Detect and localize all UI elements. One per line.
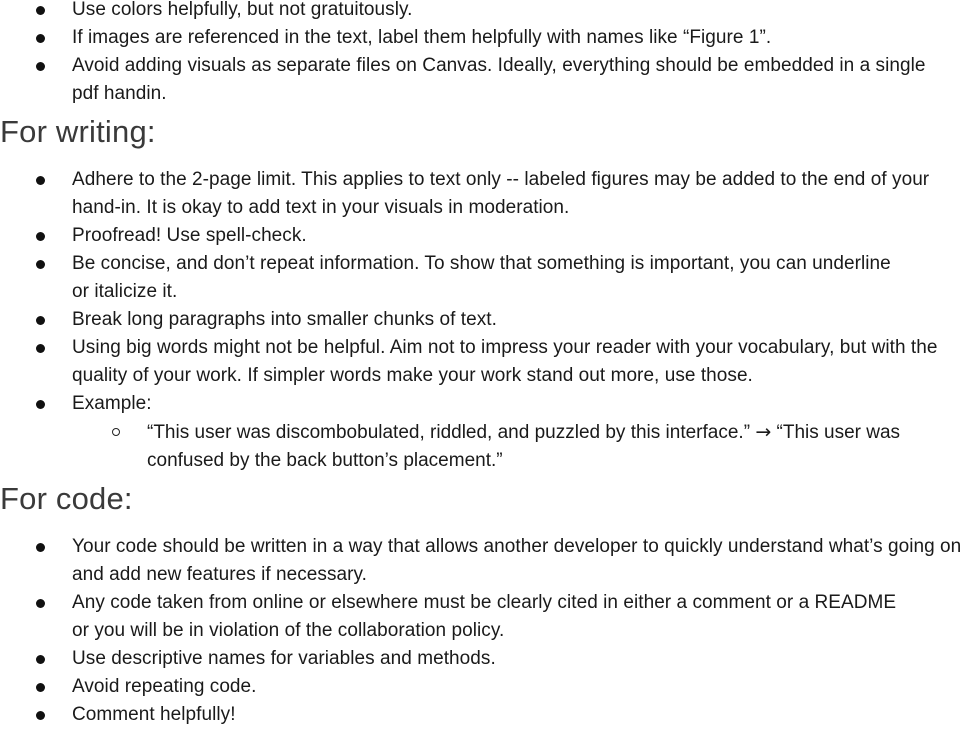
list-item: [0, 533, 968, 589]
right-arrow-icon: →: [755, 421, 772, 443]
bullet-icon: [36, 543, 45, 552]
list-item-text: Break long paragraphs into smaller chunks of text.: [72, 309, 497, 330]
bullet-icon: [36, 232, 45, 241]
section-heading-code: For code:: [0, 481, 133, 516]
code-guidelines-list: [0, 533, 968, 729]
list-item: [0, 166, 968, 222]
bullet-icon: [36, 655, 45, 664]
visuals-guidelines-list: [0, 0, 968, 108]
list-item: [0, 250, 968, 306]
bullet-icon: [36, 176, 45, 185]
bullet-icon: [36, 400, 45, 409]
list-item-text: Example:: [72, 393, 152, 414]
list-item: [0, 24, 968, 52]
list-item-text: Adhere to the 2-page limit. This applies to text only -- labeled figures may be added to the end of your hand-in. It is okay to add text in your visuals in moderation.: [72, 169, 930, 218]
list-item-text: Proofread! Use spell-check.: [72, 225, 307, 246]
bullet-icon: [36, 62, 45, 71]
section-heading-writing: For writing:: [0, 114, 156, 149]
bullet-icon: [36, 6, 45, 15]
list-item-text: Comment helpfully!: [72, 704, 236, 725]
list-item-text: Using big words might not be helpful. Aim not to impress your reader with your vocabulary, but with the quality of your work. If simpler words make your work stand out more, use those.: [72, 337, 938, 386]
list-item: [0, 306, 968, 334]
list-item: [0, 701, 968, 729]
list-item: [0, 52, 968, 108]
example-sub-item: [0, 418, 968, 475]
bullet-icon: [36, 34, 45, 43]
list-item-text: Avoid repeating code.: [72, 676, 257, 697]
list-item: [0, 334, 968, 390]
example-after-text: “This user was confused by the back button’s placement.”: [147, 422, 901, 471]
list-item: [0, 645, 968, 673]
list-item: [0, 589, 968, 645]
bullet-icon: [36, 599, 45, 608]
list-item-text: Use descriptive names for variables and methods.: [72, 648, 496, 669]
bullet-icon: [36, 711, 45, 720]
list-item-text: Your code should be written in a way that allows another developer to quickly understand what’s going on and add new features if necessary.: [72, 536, 962, 585]
list-item: [0, 673, 968, 701]
list-item: [0, 222, 968, 250]
list-item: [0, 390, 968, 418]
list-item-text: If images are referenced in the text, label them helpfully with names like “Figure 1”.: [72, 27, 772, 48]
example-before-text: “This user was discombobulated, riddled, and puzzled by this interface.”: [147, 422, 751, 443]
bullet-icon: [36, 344, 45, 353]
list-item: [0, 0, 968, 24]
bullet-icon: [36, 260, 45, 269]
list-item-text: Use colors helpfully, but not gratuitously.: [72, 0, 413, 20]
list-item-text: Be concise, and don’t repeat information. To show that something is important, you can underline or italicize it.: [72, 253, 891, 302]
sub-bullet-icon: [112, 428, 120, 436]
writing-guidelines-list: [0, 166, 968, 475]
bullet-icon: [36, 316, 45, 325]
bullet-icon: [36, 683, 45, 692]
list-item-text: Any code taken from online or elsewhere must be clearly cited in either a comment or a README or you will be in violation of the collaboration policy.: [72, 592, 897, 641]
list-item-text: Avoid adding visuals as separate files on Canvas. Ideally, everything should be embedded in a single pdf handin.: [72, 55, 926, 104]
